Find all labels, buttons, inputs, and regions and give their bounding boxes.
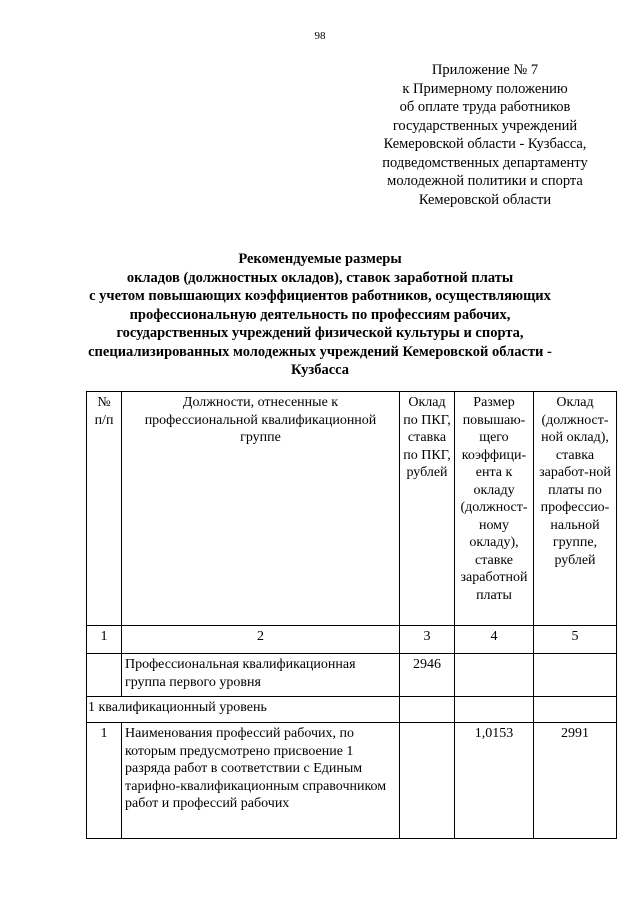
header-position: Должности, отнесенные к профессиональной квалификационной группе [122, 392, 400, 626]
group-name-cell: Профессиональная квалификационная группа первого уровня [122, 654, 400, 697]
appendix-line: Приложение № 7 [431, 62, 539, 78]
level-label-cell: 1 квалификационный уровень [87, 697, 400, 723]
title-line: государственных учреждений физической культуры и спорта, [116, 325, 524, 341]
salary-table [86, 391, 617, 839]
numbering-cell: 2 [122, 626, 400, 654]
title-line: окладов (должностных окладов), ставок заработной платы [126, 269, 514, 286]
appendix-line: государственных учреждений [392, 117, 578, 134]
appendix-header [360, 61, 610, 209]
group-coefficient-cell [455, 654, 534, 697]
table-level-row [87, 697, 617, 723]
numbering-cell: 4 [455, 626, 534, 654]
title-line: профессиональную деятельность по профессиям рабочих, [129, 306, 511, 323]
group-final-cell [534, 654, 617, 697]
item-number-cell: 1 [87, 723, 122, 839]
table-group-row [87, 654, 617, 697]
level-empty-cell [534, 697, 617, 723]
item-salary-cell: 2991 [534, 723, 617, 839]
appendix-line: подведомственных департаменту [382, 154, 588, 171]
appendix-line: Кемеровской области [418, 191, 552, 208]
table-row [87, 723, 617, 839]
header-final-salary: Оклад (должност-ной оклад), ставка заработ-ной платы по профессио-нальной группе, рублей [534, 392, 617, 626]
header-coefficient: Размер повышаю-щего коэффици-ента к окладу (должност-ному окладу), ставке заработной платы [455, 392, 534, 626]
level-empty-cell [455, 697, 534, 723]
numbering-cell: 3 [400, 626, 455, 654]
table-numbering-row [87, 626, 617, 654]
title-line: Рекомендуемые размеры [238, 251, 402, 267]
appendix-line: к Примерному положению [402, 80, 568, 97]
item-base-salary-cell [400, 723, 455, 839]
title-line: с учетом повышающих коэффициентов работников, осуществляющих [89, 288, 551, 304]
group-number-cell [87, 654, 122, 697]
header-number: № п/п [87, 392, 122, 626]
appendix-line: молодежной политики и спорта [387, 173, 583, 189]
numbering-cell: 5 [534, 626, 617, 654]
document-title [40, 250, 600, 380]
title-line: специализированных молодежных учреждений Кемеровской области - [88, 343, 552, 360]
title-line: Кузбасса [290, 362, 350, 378]
appendix-line: Кемеровской области - Кузбасса, [383, 136, 587, 152]
group-salary-cell: 2946 [400, 654, 455, 697]
item-name-cell: Наименования профессий рабочих, по которым предусмотрено присвоение 1 разряда работ в соответствии с Единым тарифно-квалификационным справочником работ и профессий рабочих [122, 723, 400, 839]
item-coefficient-cell: 1,0153 [455, 723, 534, 839]
page-number: 98 [314, 30, 326, 42]
table-header-row [87, 392, 617, 626]
header-base-salary: Оклад по ПКГ, ставка по ПКГ, рублей [400, 392, 455, 626]
level-empty-cell [400, 697, 455, 723]
appendix-line: об оплате труда работников [399, 99, 571, 115]
numbering-cell: 1 [87, 626, 122, 654]
